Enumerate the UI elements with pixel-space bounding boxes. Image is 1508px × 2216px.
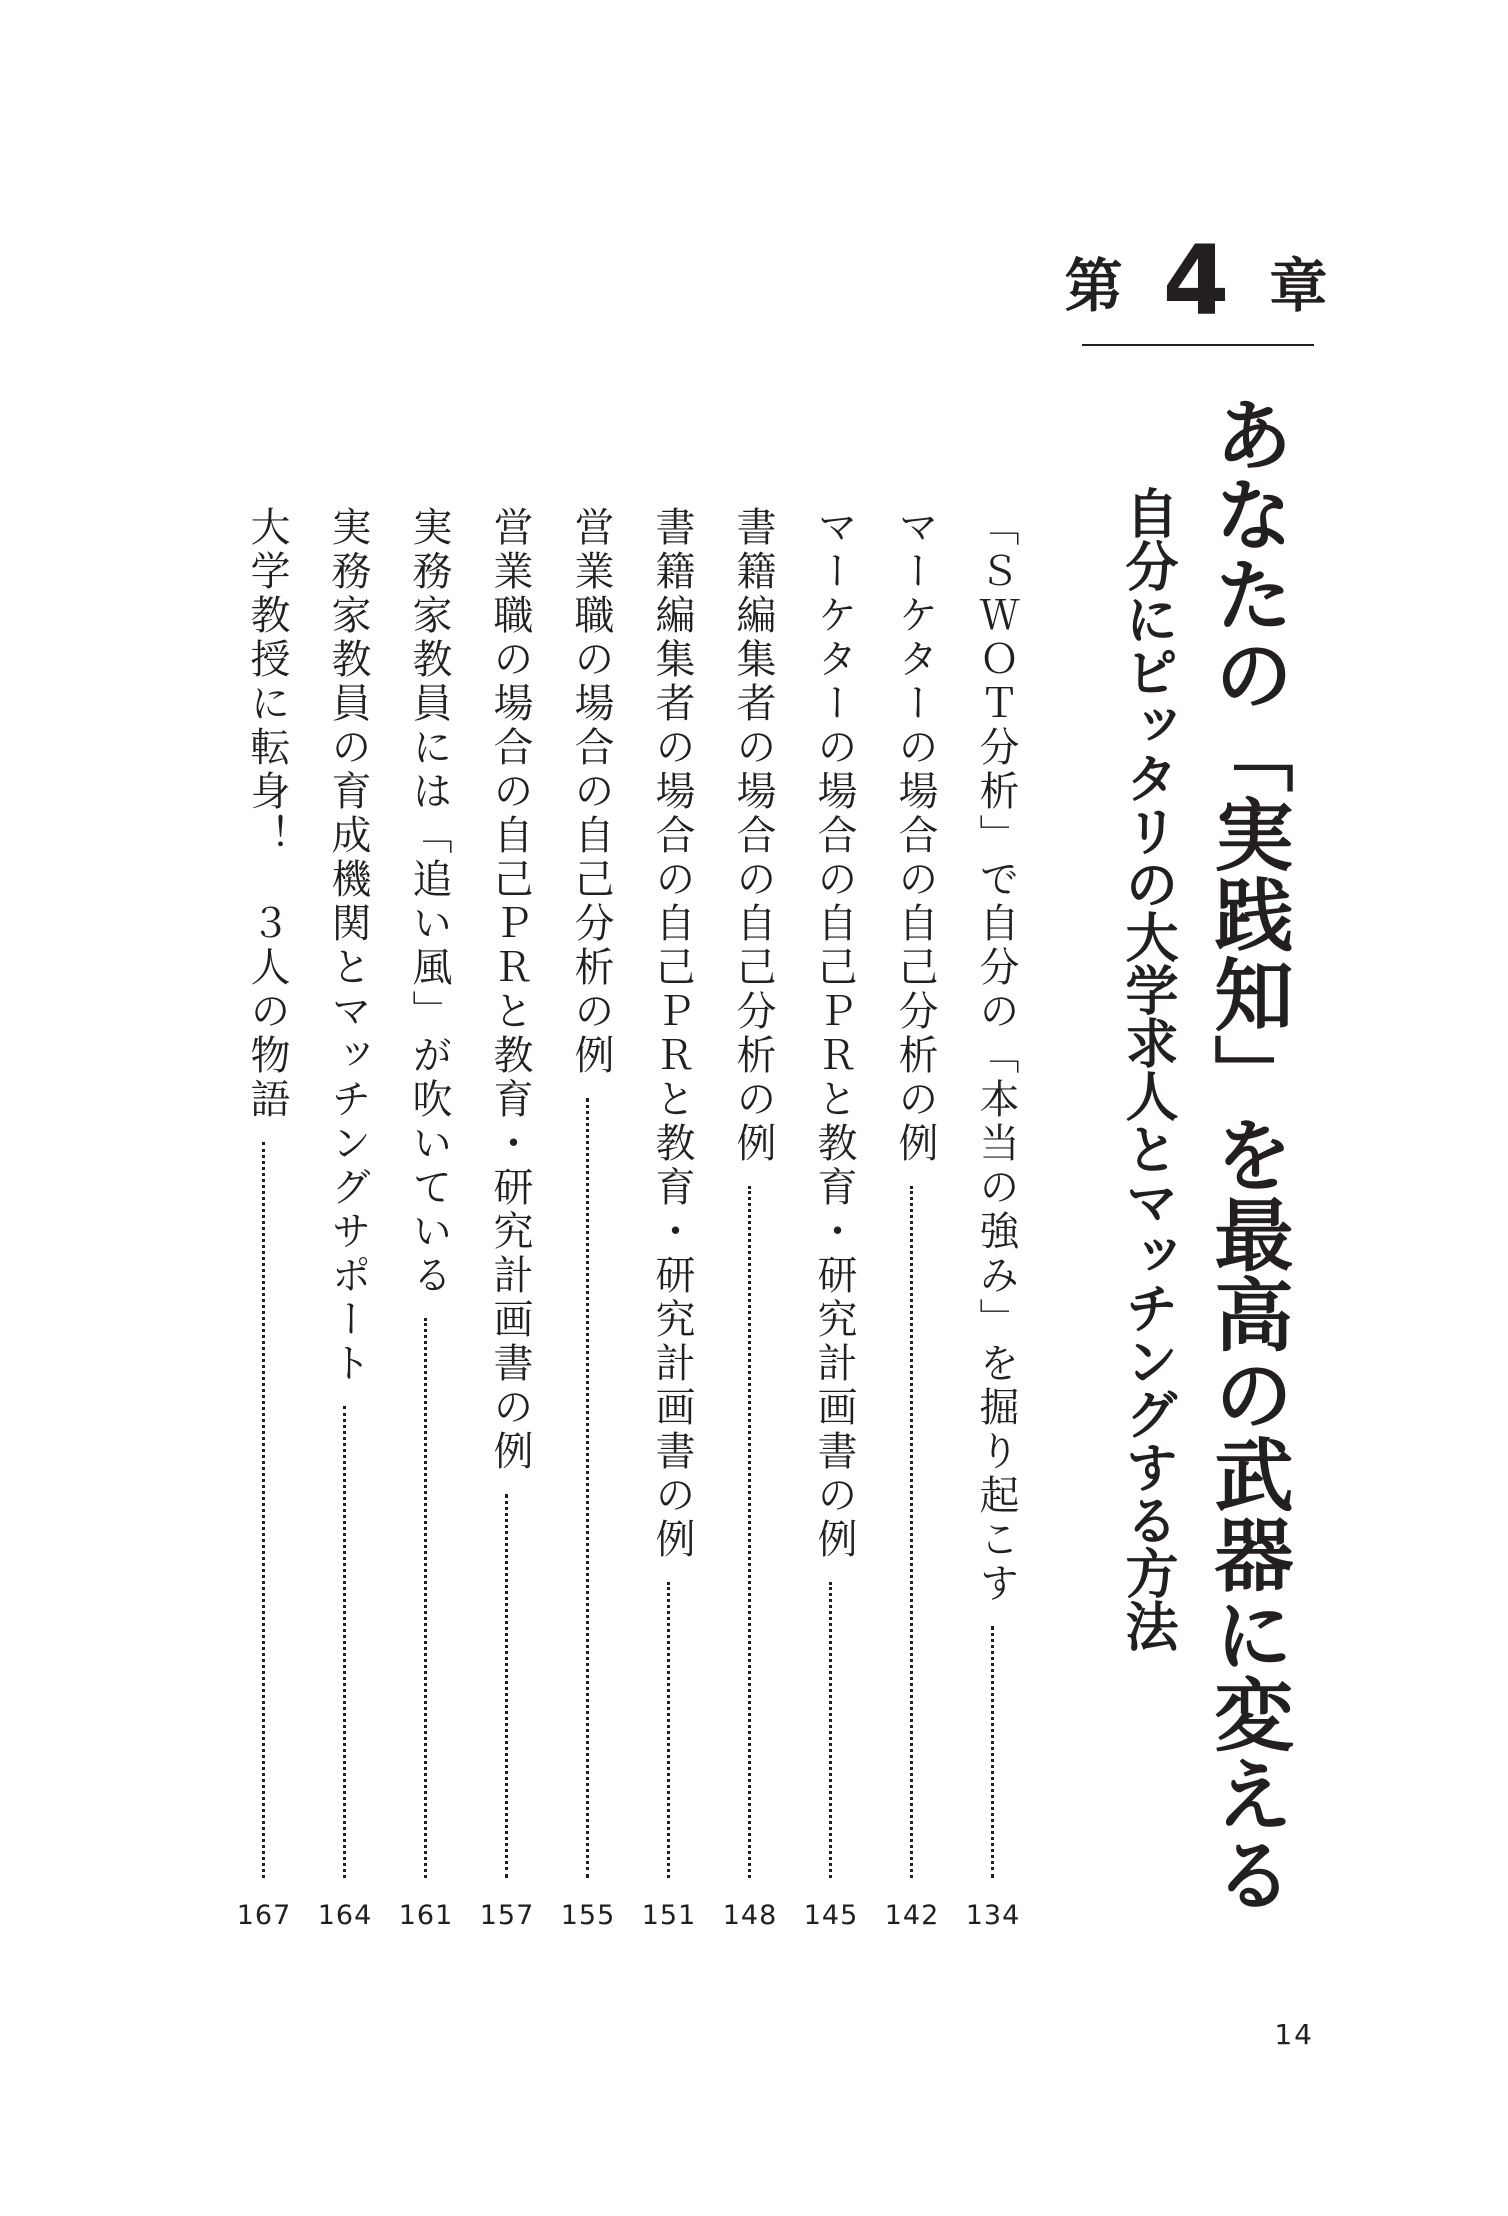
dot-leader <box>343 1406 346 1878</box>
toc-page-number: 167 <box>236 1900 292 1931</box>
dot-leader <box>424 1318 427 1878</box>
chapter-suffix: 章 <box>1269 252 1328 320</box>
toc-entry-title: 大学教授に転身！ ３人の物語 <box>244 506 290 1122</box>
toc-entry[interactable] <box>565 506 614 1878</box>
chapter-prefix: 第 <box>1064 252 1123 320</box>
toc-entry-title: マーケターの場合の自己ＰＲと教育・研究計画書の例 <box>811 506 857 1562</box>
toc-entry-title: 実務家教員には「追い風」が吹いている <box>406 506 452 1298</box>
toc-page-number: 134 <box>965 1900 1021 1931</box>
toc-entry-title: 書籍編集者の場合の自己ＰＲと教育・研究計画書の例 <box>649 506 695 1562</box>
page-folio: 14 <box>1274 2018 1314 2051</box>
toc-entry[interactable] <box>484 506 533 1878</box>
toc-page-number: 145 <box>803 1900 859 1931</box>
toc-page-number: 155 <box>560 1900 616 1931</box>
dot-leader <box>829 1582 832 1878</box>
chapter-number: 4 <box>1162 225 1230 337</box>
toc-entry-title: 営業職の場合の自己分析の例 <box>568 506 614 1078</box>
toc-entry-title: マーケターの場合の自己分析の例 <box>892 506 938 1166</box>
toc-page-number: 164 <box>317 1900 373 1931</box>
dot-leader <box>748 1186 751 1878</box>
toc-page-number: 148 <box>722 1900 778 1931</box>
chapter-subtitle: 自分にピッタリの大学求人とマッチングする方法 <box>1117 486 1178 1652</box>
dot-leader <box>910 1186 913 1878</box>
toc-page-number: 142 <box>884 1900 940 1931</box>
chapter-rule <box>1082 344 1314 346</box>
dot-leader <box>262 1142 265 1878</box>
dot-leader <box>667 1582 670 1878</box>
toc-entry-title: 営業職の場合の自己ＰＲと教育・研究計画書の例 <box>487 506 533 1474</box>
toc-entry[interactable] <box>727 506 776 1878</box>
toc-page-number: 157 <box>479 1900 535 1931</box>
toc-entry[interactable] <box>889 506 938 1878</box>
toc-entry[interactable] <box>403 506 452 1878</box>
toc-page-number: 161 <box>398 1900 454 1931</box>
toc-entry[interactable] <box>322 506 371 1878</box>
toc-entry[interactable] <box>970 506 1019 1878</box>
toc-entry[interactable] <box>646 506 695 1878</box>
toc-entry-title: 「ＳＷＯＴ分析」で自分の「本当の強み」を掘り起こす <box>973 506 1019 1606</box>
toc-entry-title: 書籍編集者の場合の自己分析の例 <box>730 506 776 1166</box>
dot-leader <box>991 1626 994 1878</box>
chapter-heading <box>1064 225 1328 337</box>
chapter-title: あなたの「実践知」を最高の武器に変える <box>1201 394 1293 1914</box>
dot-leader <box>505 1494 508 1878</box>
toc-entry[interactable] <box>808 506 857 1878</box>
dot-leader <box>586 1098 589 1878</box>
toc-entry-title: 実務家教員の育成機関とマッチングサポート <box>325 506 371 1386</box>
toc-page-number: 151 <box>641 1900 697 1931</box>
toc-entry[interactable] <box>241 506 290 1878</box>
